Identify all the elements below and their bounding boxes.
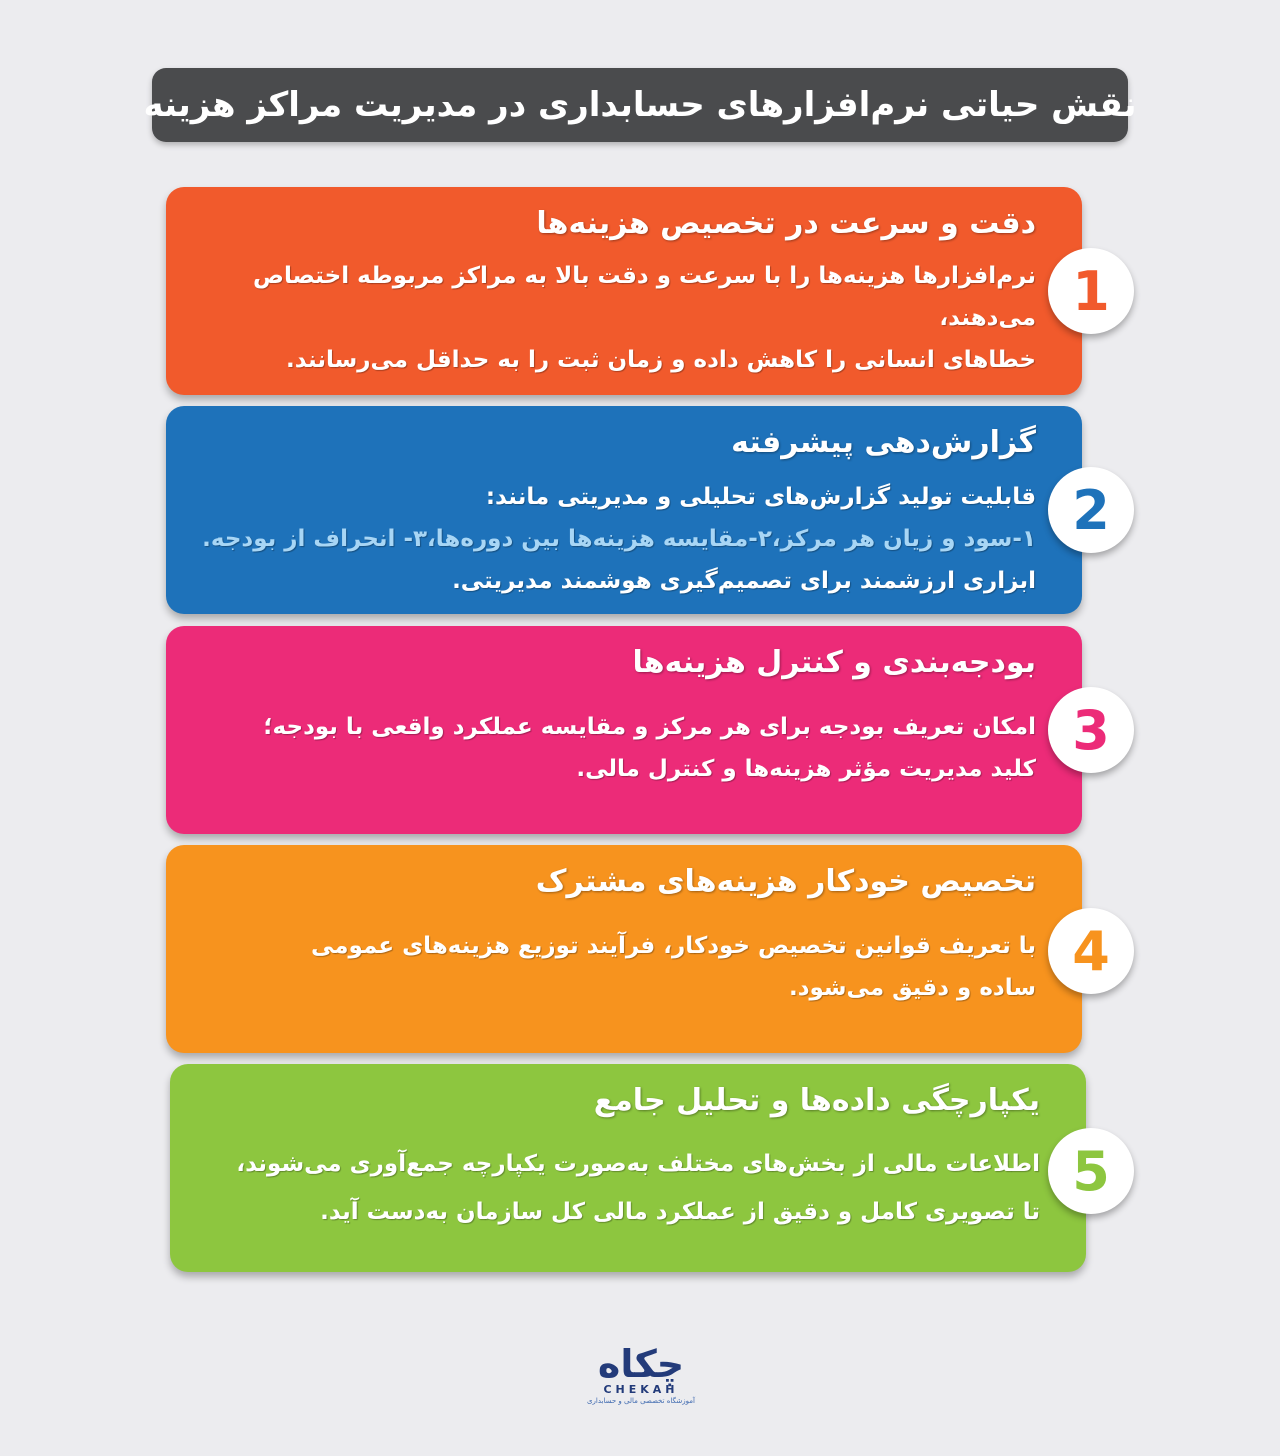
card-text-line: خطاهای انسانی را کاهش داده و زمان ثبت را به حداقل می‌رسانند. (285, 347, 1036, 373)
card-4 (166, 845, 1082, 1053)
page-title: نقش حیاتی نرم‌افزارهای حسابداری در مدیریت مراکز هزینه (143, 85, 1137, 125)
badge-number: 4 (1072, 919, 1110, 983)
badge-number: 1 (1072, 259, 1110, 323)
number-badge-4 (1048, 908, 1134, 994)
card-heading: تخصیص خودکار هزینه‌های مشترک (535, 864, 1036, 899)
card-5 (170, 1064, 1086, 1272)
card-1 (166, 187, 1082, 395)
card-heading: بودجه‌بندی و کنترل هزینه‌ها (632, 645, 1036, 680)
badge-number: 3 (1072, 698, 1110, 762)
card-3 (166, 626, 1082, 834)
number-badge-3 (1048, 687, 1134, 773)
card-text-line: قابلیت تولید گزارش‌های تحلیلی و مدیریتی مانند: (485, 484, 1036, 510)
card-text-line: می‌دهند، (939, 305, 1036, 331)
title-bar (143, 68, 1137, 142)
chekah-logo (578, 1342, 704, 1407)
card-heading: دقت و سرعت در تخصیص هزینه‌ها (536, 206, 1036, 241)
card-heading: یکپارچگی داده‌ها و تحلیل جامع (593, 1083, 1040, 1118)
logo-tagline: آموزشگاه تخصصی مالی و حسابداری (587, 1397, 695, 1405)
card-heading: گزارش‌دهی پیشرفته (731, 425, 1036, 460)
badge-number: 2 (1072, 478, 1110, 542)
number-badge-5 (1048, 1128, 1134, 1214)
number-badge-2 (1048, 467, 1134, 553)
badge-number: 5 (1072, 1139, 1110, 1203)
card-text-line: ۱-سود و زیان هر مرکز،۲-مقایسه هزینه‌ها بین دوره‌ها،۳- انحراف از بودجه. (202, 526, 1036, 552)
card-text-line: ساده و دقیق می‌شود. (788, 975, 1036, 1001)
logo-latin: CHEKAH (603, 1383, 679, 1396)
card-2 (166, 406, 1082, 614)
card-text-line: کلید مدیریت مؤثر هزینه‌ها و کنترل مالی. (576, 756, 1036, 782)
card-text-line: امکان تعریف بودجه برای هر مرکز و مقایسه عملکرد واقعی با بودجه؛ (263, 714, 1036, 740)
card-text-line: با تعریف قوانین تخصیص خودکار، فرآیند توزیع هزینه‌های عمومی (311, 933, 1036, 959)
card-text-line: اطلاعات مالی از بخش‌های مختلف به‌صورت یکپارچه جمع‌آوری می‌شوند، (236, 1151, 1040, 1177)
card-text-line: نرم‌افزارها هزینه‌ها را با سرعت و دقت بالا به مراکز مربوطه اختصاص (253, 263, 1036, 289)
card-text-line: تا تصویری کامل و دقیق از عملکرد مالی کل سازمان به‌دست آید. (320, 1199, 1040, 1225)
logo-mark: چکاه (597, 1342, 685, 1386)
number-badge-1 (1048, 248, 1134, 334)
card-text-line: ابزاری ارزشمند برای تصمیم‌گیری هوشمند مدیریتی. (452, 568, 1036, 594)
